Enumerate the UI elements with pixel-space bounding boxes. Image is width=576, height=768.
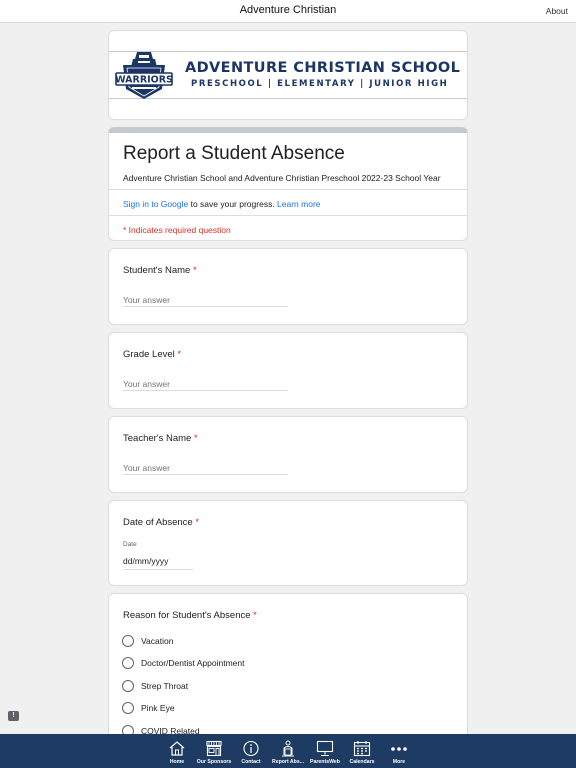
- question-teacher-name: [108, 416, 468, 493]
- date-input[interactable]: dd/mm/yyyy: [123, 556, 193, 570]
- radio-button[interactable]: [122, 725, 134, 734]
- question-label: Reason for Student's Absence *: [123, 610, 257, 621]
- divider: [109, 215, 467, 216]
- signin-text: to save your progress.: [188, 199, 278, 209]
- signin-link[interactable]: Sign in to Google: [123, 199, 189, 209]
- report-issue-icon[interactable]: !: [8, 711, 19, 721]
- required-star: *: [193, 433, 198, 444]
- storefront-icon: [205, 740, 223, 757]
- date-caption: Date: [123, 541, 137, 548]
- tab-more[interactable]: [379, 734, 419, 768]
- required-star: *: [253, 610, 257, 621]
- home-icon: [168, 740, 186, 757]
- tab-label: Calendars: [349, 759, 375, 765]
- form-title: Report a Student Absence: [123, 143, 345, 164]
- tab-label: Home: [169, 759, 185, 765]
- student-name-input[interactable]: Your answer: [123, 295, 288, 307]
- radio-button[interactable]: [122, 702, 134, 714]
- required-star: *: [195, 517, 200, 528]
- question-label: Student's Name *: [123, 265, 197, 276]
- divider: [109, 189, 467, 190]
- signin-prompt: [123, 199, 321, 209]
- question-date-of-absence: [108, 500, 468, 586]
- tab-label: More: [392, 759, 406, 765]
- person-report-icon: [279, 740, 297, 757]
- question-grade-level: [108, 332, 468, 409]
- question-absence-reason: [108, 593, 468, 734]
- tab-label: Our Sponsors: [196, 759, 232, 765]
- question-label: Teacher's Name *: [123, 433, 198, 444]
- question-student-name: [108, 248, 468, 325]
- header-image-card: [108, 30, 468, 120]
- question-label: Date of Absence *: [123, 517, 200, 528]
- teacher-name-input[interactable]: Your answer: [123, 463, 288, 475]
- more-dots-icon: [390, 740, 408, 757]
- radio-label: Pink Eye: [141, 703, 175, 713]
- tab-label: Report Abs...: [271, 759, 305, 765]
- form-title-card: [108, 127, 468, 241]
- school-levels: PRESCHOOL | ELEMENTARY | JUNIOR HIGH: [191, 79, 449, 89]
- warriors-crest-icon: [113, 49, 175, 101]
- radio-button[interactable]: [122, 635, 134, 647]
- top-bar: [0, 0, 576, 23]
- radio-label: COVID Related: [141, 726, 200, 734]
- radio-label: Vacation: [141, 636, 174, 646]
- tab-label: ParentsWeb: [310, 759, 340, 765]
- required-star: *: [192, 265, 197, 276]
- radio-label: Strep Throat: [141, 681, 189, 691]
- question-label: Grade Level *: [123, 349, 182, 360]
- info-icon: [242, 740, 260, 757]
- calendar-icon: [353, 740, 371, 757]
- crest-text: WARRIORS: [115, 74, 173, 86]
- required-star: *: [177, 349, 182, 360]
- tab-label: Contact: [241, 759, 261, 765]
- learn-more-link[interactable]: Learn more: [277, 199, 321, 209]
- radio-label: Doctor/Dentist Appointment: [141, 658, 245, 668]
- required-note: * Indicates required question: [123, 225, 231, 235]
- form-content[interactable]: [0, 23, 576, 734]
- bottom-tab-bar: [0, 734, 576, 768]
- school-banner: [109, 51, 467, 99]
- app-title: Adventure Christian: [239, 4, 337, 16]
- grade-level-input[interactable]: Your answer: [123, 379, 288, 391]
- form-description: Adventure Christian School and Adventure Christian Preschool 2022-23 School Year: [123, 173, 441, 183]
- monitor-icon: [316, 740, 334, 757]
- radio-button[interactable]: [122, 680, 134, 692]
- about-link[interactable]: About: [545, 6, 568, 16]
- radio-button[interactable]: [122, 657, 134, 669]
- school-name: ADVENTURE CHRISTIAN SCHOOL: [185, 60, 461, 76]
